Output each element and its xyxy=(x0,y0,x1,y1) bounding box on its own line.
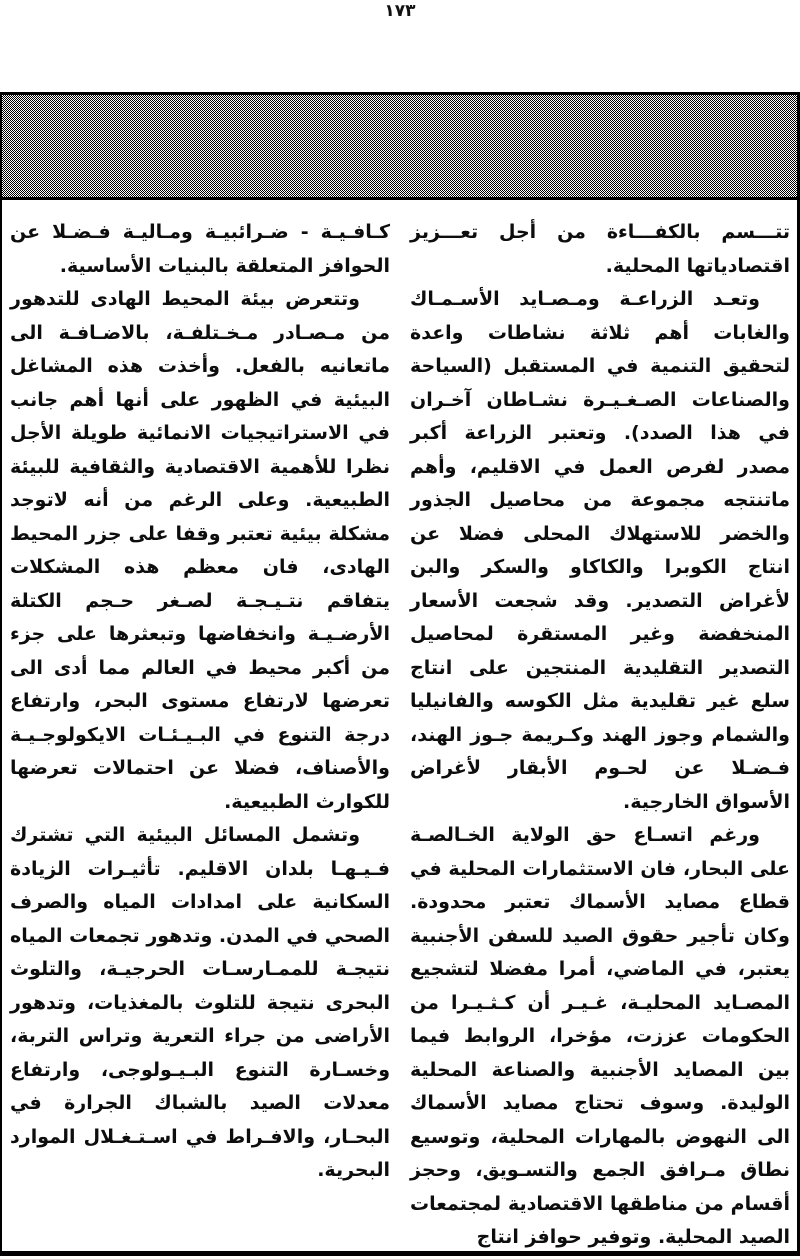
paragraph: كـافـيـة - ضـرائبيـة ومـاليـة فـضـلا عن الحوافز المتعلقة بالبنيات الأساسية. xyxy=(10,221,390,277)
column-right xyxy=(410,216,790,1255)
paragraph: وتعـد الزراعـة ومـصـايد الأسـمـاك والغابات أهم ثلاثة نشاطات واعدة لتحقيق التنمية في المستقبل (السياحة والصناعات الصـغـيـرة نشـاطان آخـران في هذا الصدد). وتعتبر الزراعة أكبر مصدر لفرص العمل في الاقليم، وأهم ماتنتجه مجموعة من محاصيل الجذور والخضر للاستهلاك المحلى فضلا عن انتاج الكوبرا والكاكاو والسكر والبن لأغراض التصدير. وقد شجعت الأسعار المنخفضة وغير المستقرة لمحاصيل التصدير التقليدية المنتجين على انتاج سلع غير تقليدية مثل الكوسه والفانيليا والشمام وجوز الهند وكـريمة جـوز الهند، فـضـلا عن لحـوم الأبقار لأغراض الأسواق الخارجية. xyxy=(410,288,790,813)
page-number: ١٧٣ xyxy=(384,1,416,21)
column-left xyxy=(10,216,390,1255)
text-columns xyxy=(10,216,790,1255)
paragraph: وتتعرض بيئة المحيط الهادى للتدهور من مـصـادر مـخـتلفـة، بالاضـافـة الى ماتعانيه بالفعل. وأخذت هذه المشاغل البيئية في الظهور على أنها أهم جانب في الاستراتيجيات الانمائية طويلة الأجل نظرا للأهمية الاقتصادية والثقافية للبيئة الطبيعية. وعلى الرغم من أنه لاتوجد مشكلة بيئية تعتبر وقفا على جزر المحيط الهادى، فان معظم هذه المشكلات يتفاقم نتـيـجـة لصـغر حـجم الكتلة الأرضـيـة وانخفاضها وتبعثرها على جزء من أكبر محيط في العالم مما أدى الى تعرضها لارتفاع مستوى البحر، وارتفاع درجة التنوع في البـيـئـات الايكولوجـيـة والأصناف، فضلا عن احتمالات تعرضها للكوارث الطبيعية. xyxy=(10,288,390,813)
scan-artifact-band xyxy=(2,92,797,200)
paragraph: ورغم اتسـاع حق الولاية الخـالصـة على البحار، فان الاستثمارات المحلية في قطاع مصايد الأسماك تعتبر محدودة. وكان تأجير حقوق الصيد للسفن الأجنبية يعتبر، في الماضي، أمرا مفضلا لتشجيع المصـايد المحليـة، غـيـر أن كـثـيـرا من الحكومات عززت، مؤخرا، الروابط فيما بين المصايد الأجنبية والصناعة المحلية الوليدة. وسوف تحتاج مصايد الأسماك الى النهوض بالمهارات المحلية، وتوسيع نطاق مـرافق الجمع والتسـويق، وحجز أقسام من مناطقها الاقتصادية لمجتمعات الصيد المحلية. وتوفير حوافز انتاج xyxy=(410,824,790,1248)
paragraph: وتشمل المسائل البيئية التي تشترك فـيـهـا بلدان الاقليم. تأثيـرات الزيادة السكانية على امدادات المياه والصرف الصحي في المدن. وتدهور تجمعات المياه نتيجـة للممـارسـات الحرجيـة، والتلوث البحرى نتيجة للتلوث بالمغذيات، وتدهور الأراضى من جراء التعرية وتراس التربة، وخسـارة التنوع البـيـولوجى، وارتفاع معدلات الصيد بالشباك الجرارة في البحـار، والافـراط في اسـتـغـلال الموارد البحرية. xyxy=(10,824,390,1181)
paragraph: تتـــسم بالكفـــاءة من أجل تعـــزيز اقتصادياتها المحلية. xyxy=(410,221,790,277)
